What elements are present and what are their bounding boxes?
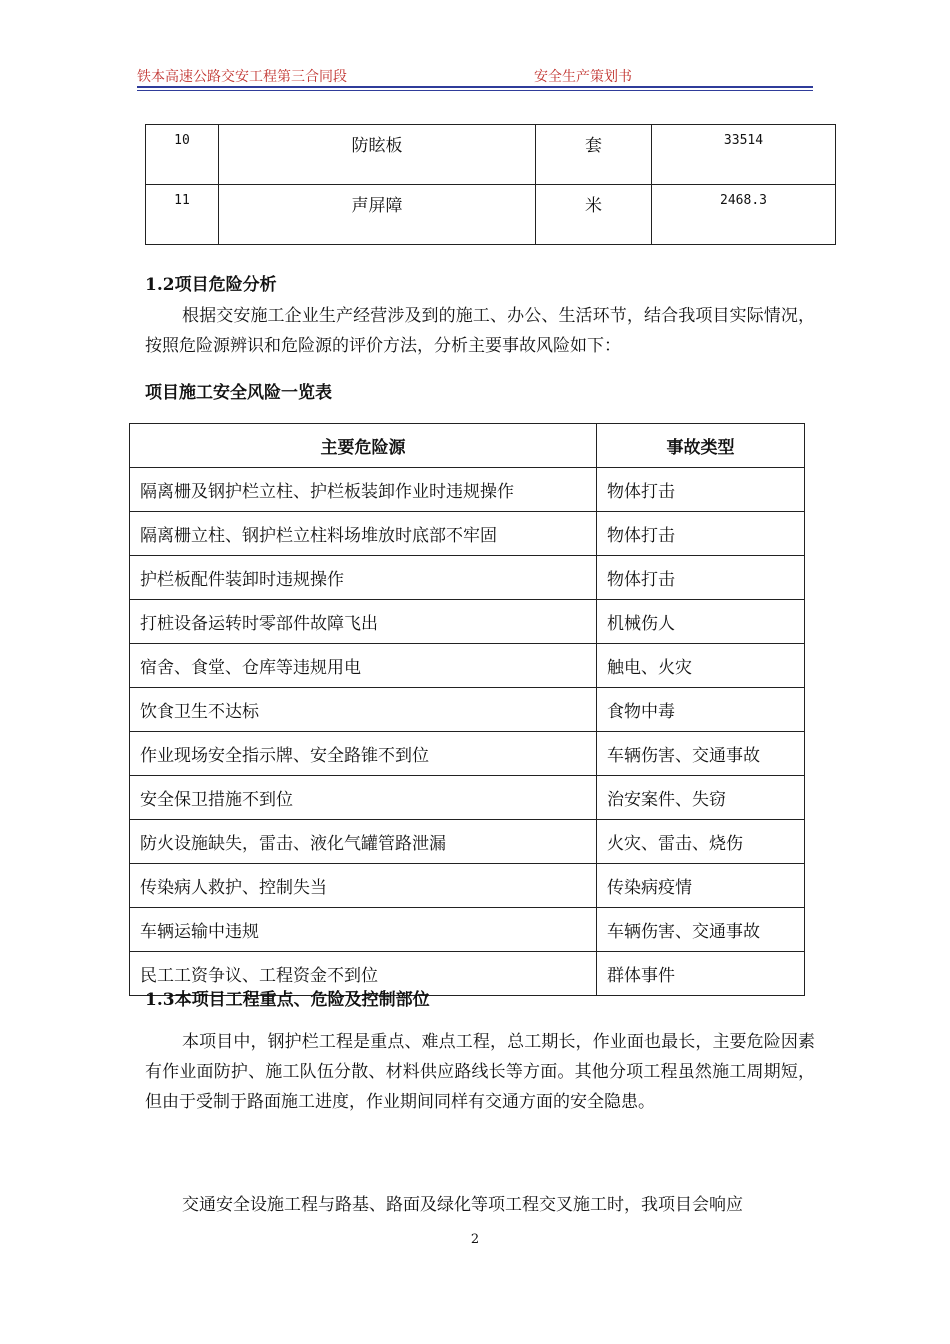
- table-row: [146, 125, 836, 185]
- risk-table: [129, 423, 805, 996]
- section-1-2-paragraph: 根据交安施工企业生产经营涉及到的施工、办公、生活环节，结合我项目实际情况，按照危险源辨识和危险源的评价方法，分析主要事故风险如下：: [145, 306, 815, 356]
- table-row: [130, 556, 805, 600]
- cell-no: 11: [146, 185, 219, 245]
- cell-unit: 米: [536, 185, 652, 245]
- cell-hazard-source: 打桩设备运转时零部件故障飞出: [130, 600, 597, 644]
- table-header-row: [130, 424, 805, 468]
- quantity-table: [145, 124, 836, 245]
- cell-hazard-source: 隔离栅及钢护栏立柱、护栏板装卸作业时违规操作: [130, 468, 597, 512]
- cell-hazard-source: 车辆运输中违规: [130, 908, 597, 952]
- section-heading-1-3: 1.3本项目工程重点、危险及控制部位: [145, 990, 430, 1010]
- cell-qty: 2468.3: [652, 185, 836, 245]
- cell-accident-type: 治安案件、失窃: [597, 776, 805, 820]
- section-heading-1-2: 1.2项目危险分析: [145, 275, 277, 295]
- table-row: [130, 732, 805, 776]
- header-rule-thick: [137, 86, 813, 88]
- table-row: [130, 908, 805, 952]
- cell-qty: 33514: [652, 125, 836, 185]
- page-header: [137, 66, 813, 86]
- cell-accident-type: 传染病疫情: [597, 864, 805, 908]
- cell-hazard-source: 防火设施缺失，雷击、液化气罐管路泄漏: [130, 820, 597, 864]
- header-hazard-source: 主要危险源: [130, 424, 597, 468]
- cell-hazard-source: 安全保卫措施不到位: [130, 776, 597, 820]
- table-row: [130, 600, 805, 644]
- cell-accident-type: 机械伤人: [597, 600, 805, 644]
- header-project-name: 铁本高速公路交安工程第三合同段: [137, 69, 347, 85]
- header-rule-thin: [137, 90, 813, 91]
- header-accident-type: 事故类型: [597, 424, 805, 468]
- cell-accident-type: 火灾、雷击、烧伤: [597, 820, 805, 864]
- risk-table-title: 项目施工安全风险一览表: [145, 383, 332, 403]
- cell-accident-type: 食物中毒: [597, 688, 805, 732]
- cell-hazard-source: 宿舍、食堂、仓库等违规用电: [130, 644, 597, 688]
- cell-no: 10: [146, 125, 219, 185]
- cell-accident-type: 物体打击: [597, 512, 805, 556]
- cell-accident-type: 物体打击: [597, 556, 805, 600]
- section-1-3-paragraph-2: 交通安全设施工程与路基、路面及绿化等项工程交叉施工时，我项目会响应: [182, 1195, 743, 1215]
- cell-name: 声屏障: [219, 185, 536, 245]
- cell-unit: 套: [536, 125, 652, 185]
- cell-accident-type: 群体事件: [597, 952, 805, 996]
- cell-hazard-source: 护栏板配件装卸时违规操作: [130, 556, 597, 600]
- cell-hazard-source: 民工工资争议、工程资金不到位: [130, 952, 597, 996]
- section-1-3-paragraph-1: 本项目中，钢护栏工程是重点、难点工程，总工期长，作业面也最长，主要危险因素有作业面防护、施工队伍分散、材料供应路线长等方面。其他分项工程虽然施工周期短，但由于受制于路面施工进度，作业期间同样有交通方面的安全隐患。: [145, 1032, 815, 1112]
- cell-hazard-source: 隔离栅立柱、钢护栏立柱料场堆放时底部不牢固: [130, 512, 597, 556]
- cell-accident-type: 触电、火灾: [597, 644, 805, 688]
- page-number: 2: [470, 1232, 480, 1247]
- cell-name: 防眩板: [219, 125, 536, 185]
- cell-accident-type: 物体打击: [597, 468, 805, 512]
- table-row: [130, 820, 805, 864]
- cell-hazard-source: 作业现场安全指示牌、安全路锥不到位: [130, 732, 597, 776]
- cell-accident-type: 车辆伤害、交通事故: [597, 732, 805, 776]
- table-row: [130, 468, 805, 512]
- table-row: [130, 512, 805, 556]
- cell-hazard-source: 传染病人救护、控制失当: [130, 864, 597, 908]
- cell-hazard-source: 饮食卫生不达标: [130, 688, 597, 732]
- table-row: [130, 688, 805, 732]
- table-row: [130, 776, 805, 820]
- cell-accident-type: 车辆伤害、交通事故: [597, 908, 805, 952]
- table-row: [130, 864, 805, 908]
- table-row: [146, 185, 836, 245]
- header-document-title: 安全生产策划书: [534, 69, 632, 85]
- table-row: [130, 644, 805, 688]
